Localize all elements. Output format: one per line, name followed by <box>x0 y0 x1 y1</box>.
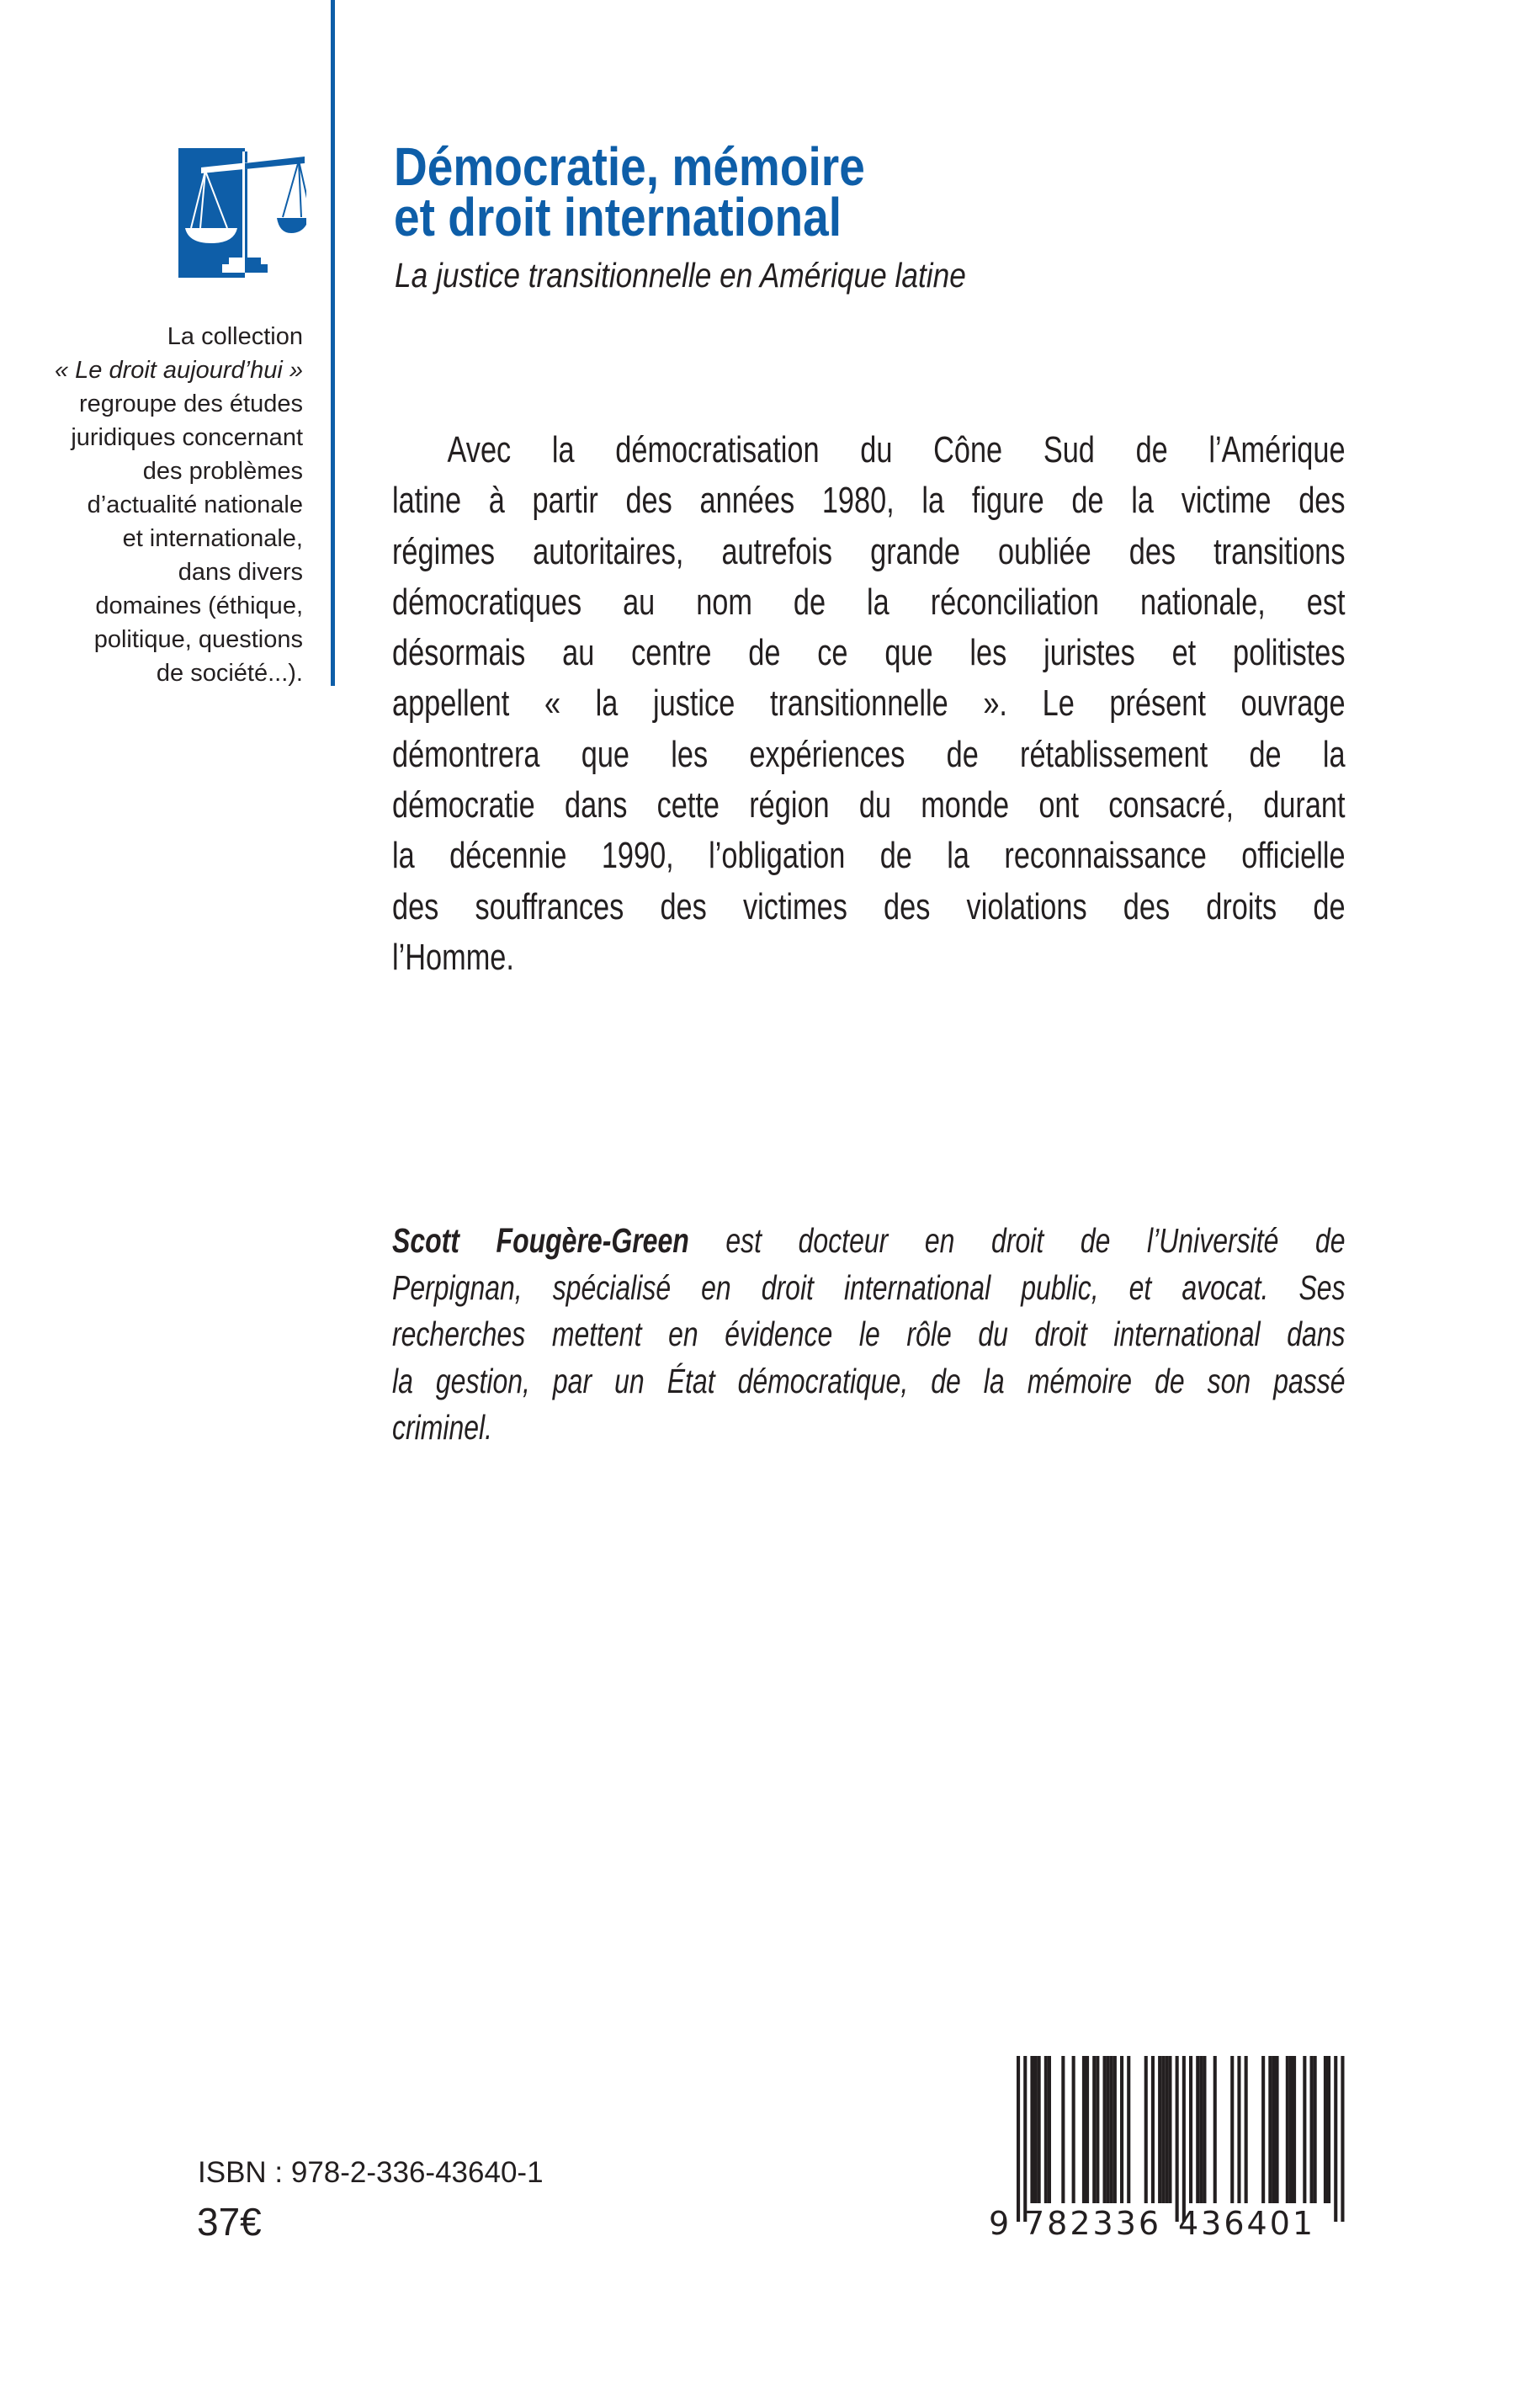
collection-line: domaines (éthique, <box>95 592 303 619</box>
barcode-bar <box>1151 2056 1155 2203</box>
author-bio <box>392 1218 1346 1452</box>
barcode-guard-bar <box>1017 2056 1020 2222</box>
summary-line: l’Homme. <box>392 936 514 978</box>
scale-pillar-blue <box>245 151 247 269</box>
collection-line: La collection <box>167 323 303 350</box>
barcode-bar <box>1168 2056 1171 2203</box>
author-bio-line: recherches mettent en évidence le rôle du droit international dans <box>392 1315 1346 1353</box>
barcode-bar <box>1303 2056 1306 2203</box>
price-label: 37€ <box>197 2200 262 2244</box>
barcode-guard-bar <box>1023 2056 1027 2222</box>
summary-line: latine à partir des années 1980, la figure de la victime des <box>392 480 1346 522</box>
collection-line: regroupe des études <box>78 390 303 417</box>
barcode-bar <box>1324 2056 1327 2203</box>
barcode-bar <box>1086 2056 1089 2203</box>
barcode-left-digits: 782336 <box>1024 2205 1162 2240</box>
barcode-bar <box>1286 2056 1289 2203</box>
barcode-bar <box>1261 2056 1265 2203</box>
barcode-bar <box>1327 2056 1330 2203</box>
summary-line: Avec la démocratisation du Cône Sud de l’Amérique <box>447 429 1346 470</box>
barcode-bar <box>1120 2056 1123 2203</box>
collection-line: dans divers <box>178 559 303 586</box>
base-step-blue <box>245 264 268 273</box>
barcode-bars <box>1017 2056 1345 2222</box>
right-pan-string <box>283 161 299 217</box>
barcode-bar <box>1110 2056 1113 2203</box>
barcode-bar <box>1310 2056 1314 2203</box>
collection-name-text: « Le droit aujourd’hui » <box>54 357 303 384</box>
barcode-bar <box>1144 2056 1148 2203</box>
barcode-bar <box>1061 2056 1065 2203</box>
summary-paragraph <box>392 425 1346 983</box>
collection-line: d’actualité nationale <box>87 491 303 518</box>
barcode-bar <box>1092 2056 1096 2203</box>
barcode-bar <box>1314 2056 1317 2203</box>
scale-beam-right <box>245 157 305 169</box>
book-title <box>394 136 865 247</box>
book-title-line-2: et droit international <box>394 187 842 247</box>
barcode-bar <box>1289 2056 1293 2203</box>
author-bio-text: est docteur en droit de l’Université de <box>688 1221 1346 1260</box>
summary-line: démontrera que les expériences de rétablissement de la <box>392 733 1346 775</box>
barcode-bar <box>1189 2056 1192 2203</box>
base-step-white <box>222 264 245 273</box>
author-bio-line <box>392 1218 1346 1265</box>
barcode-bar <box>1113 2056 1117 2203</box>
barcode-lead-digit: 9 <box>989 2205 1010 2240</box>
barcode-bar <box>1293 2056 1296 2203</box>
barcode-bar <box>1161 2056 1165 2203</box>
base-step-blue <box>245 258 261 264</box>
barcode-bar <box>1107 2056 1110 2203</box>
barcode-bar <box>1038 2056 1041 2203</box>
summary-line: régimes autoritaires, autrefois grande oubliée des transitions <box>392 530 1346 572</box>
barcode-bar <box>1276 2056 1279 2203</box>
barcode-bar <box>1030 2056 1033 2203</box>
scales-of-justice-icon <box>178 146 306 279</box>
summary-line: désormais au centre de ce que les juristes et politistes <box>392 632 1346 674</box>
right-pan <box>277 218 306 233</box>
base-step-white <box>229 258 245 264</box>
barcode-bar <box>1103 2056 1107 2203</box>
barcode-guard-bar <box>1334 2056 1337 2222</box>
barcode-bar <box>1230 2056 1234 2203</box>
barcode-bar <box>1196 2056 1199 2203</box>
barcode-bar <box>1268 2056 1272 2203</box>
barcode-bar <box>1272 2056 1275 2203</box>
summary-line: la décennie 1990, l’obligation de la reconnaissance officielle <box>392 835 1346 877</box>
isbn-label: ISBN : 978-2-336-43640-1 <box>198 2156 544 2189</box>
barcode-bar <box>1165 2056 1168 2203</box>
barcode-bar <box>1245 2056 1248 2203</box>
barcode-bar <box>1127 2056 1130 2203</box>
author-bio-line: la gestion, par un État démocratique, de la mémoire de son passé <box>392 1361 1346 1400</box>
collection-line: des problèmes <box>142 458 303 485</box>
author-bio-line: Perpignan, spécialisé en droit international public, et avocat. Ses <box>392 1267 1346 1307</box>
barcode-bar <box>1237 2056 1240 2203</box>
barcode-bar <box>1203 2056 1206 2203</box>
summary-line: des souffrances des victimes des violations des droits de <box>392 885 1346 927</box>
barcode-bar <box>1213 2056 1217 2203</box>
collection-line: et internationale, <box>122 525 303 552</box>
author-name: Scott Fougère-Green <box>392 1221 689 1260</box>
barcode-bar <box>1044 2056 1048 2203</box>
collection-name <box>50 353 303 387</box>
barcode-bar <box>1199 2056 1203 2203</box>
barcode-guard-bar <box>1182 2056 1186 2222</box>
barcode-bar <box>1048 2056 1051 2203</box>
summary-line: appellent « la justice transitionnelle ». Le présent ouvrage <box>392 683 1346 725</box>
collection-line: juridiques concernant <box>71 424 303 451</box>
barcode-bar <box>1072 2056 1075 2203</box>
book-subtitle: La justice transitionnelle en Amérique latine <box>395 256 966 295</box>
barcode-bar <box>1082 2056 1086 2203</box>
book-title-line-1: Démocratie, mémoire <box>394 136 865 197</box>
barcode-guard-bar <box>1341 2056 1344 2222</box>
barcode-bar <box>1034 2056 1038 2203</box>
barcode-guard-bar <box>1176 2056 1179 2222</box>
barcode-right-digits: 436401 <box>1178 2205 1316 2240</box>
author-bio-line: criminel. <box>392 1408 493 1447</box>
summary-line: démocratie dans cette région du monde ont consacré, durant <box>392 784 1346 826</box>
summary-line: démocratiques au nom de la réconciliation nationale, est <box>392 581 1346 623</box>
barcode-bar <box>1158 2056 1161 2203</box>
collection-line: politique, questions <box>93 626 303 653</box>
barcode-bar <box>1096 2056 1099 2203</box>
ean-barcode <box>989 2053 1346 2240</box>
collection-description <box>50 320 303 690</box>
collection-divider-line <box>331 0 335 686</box>
collection-line: de société...). <box>156 660 303 687</box>
